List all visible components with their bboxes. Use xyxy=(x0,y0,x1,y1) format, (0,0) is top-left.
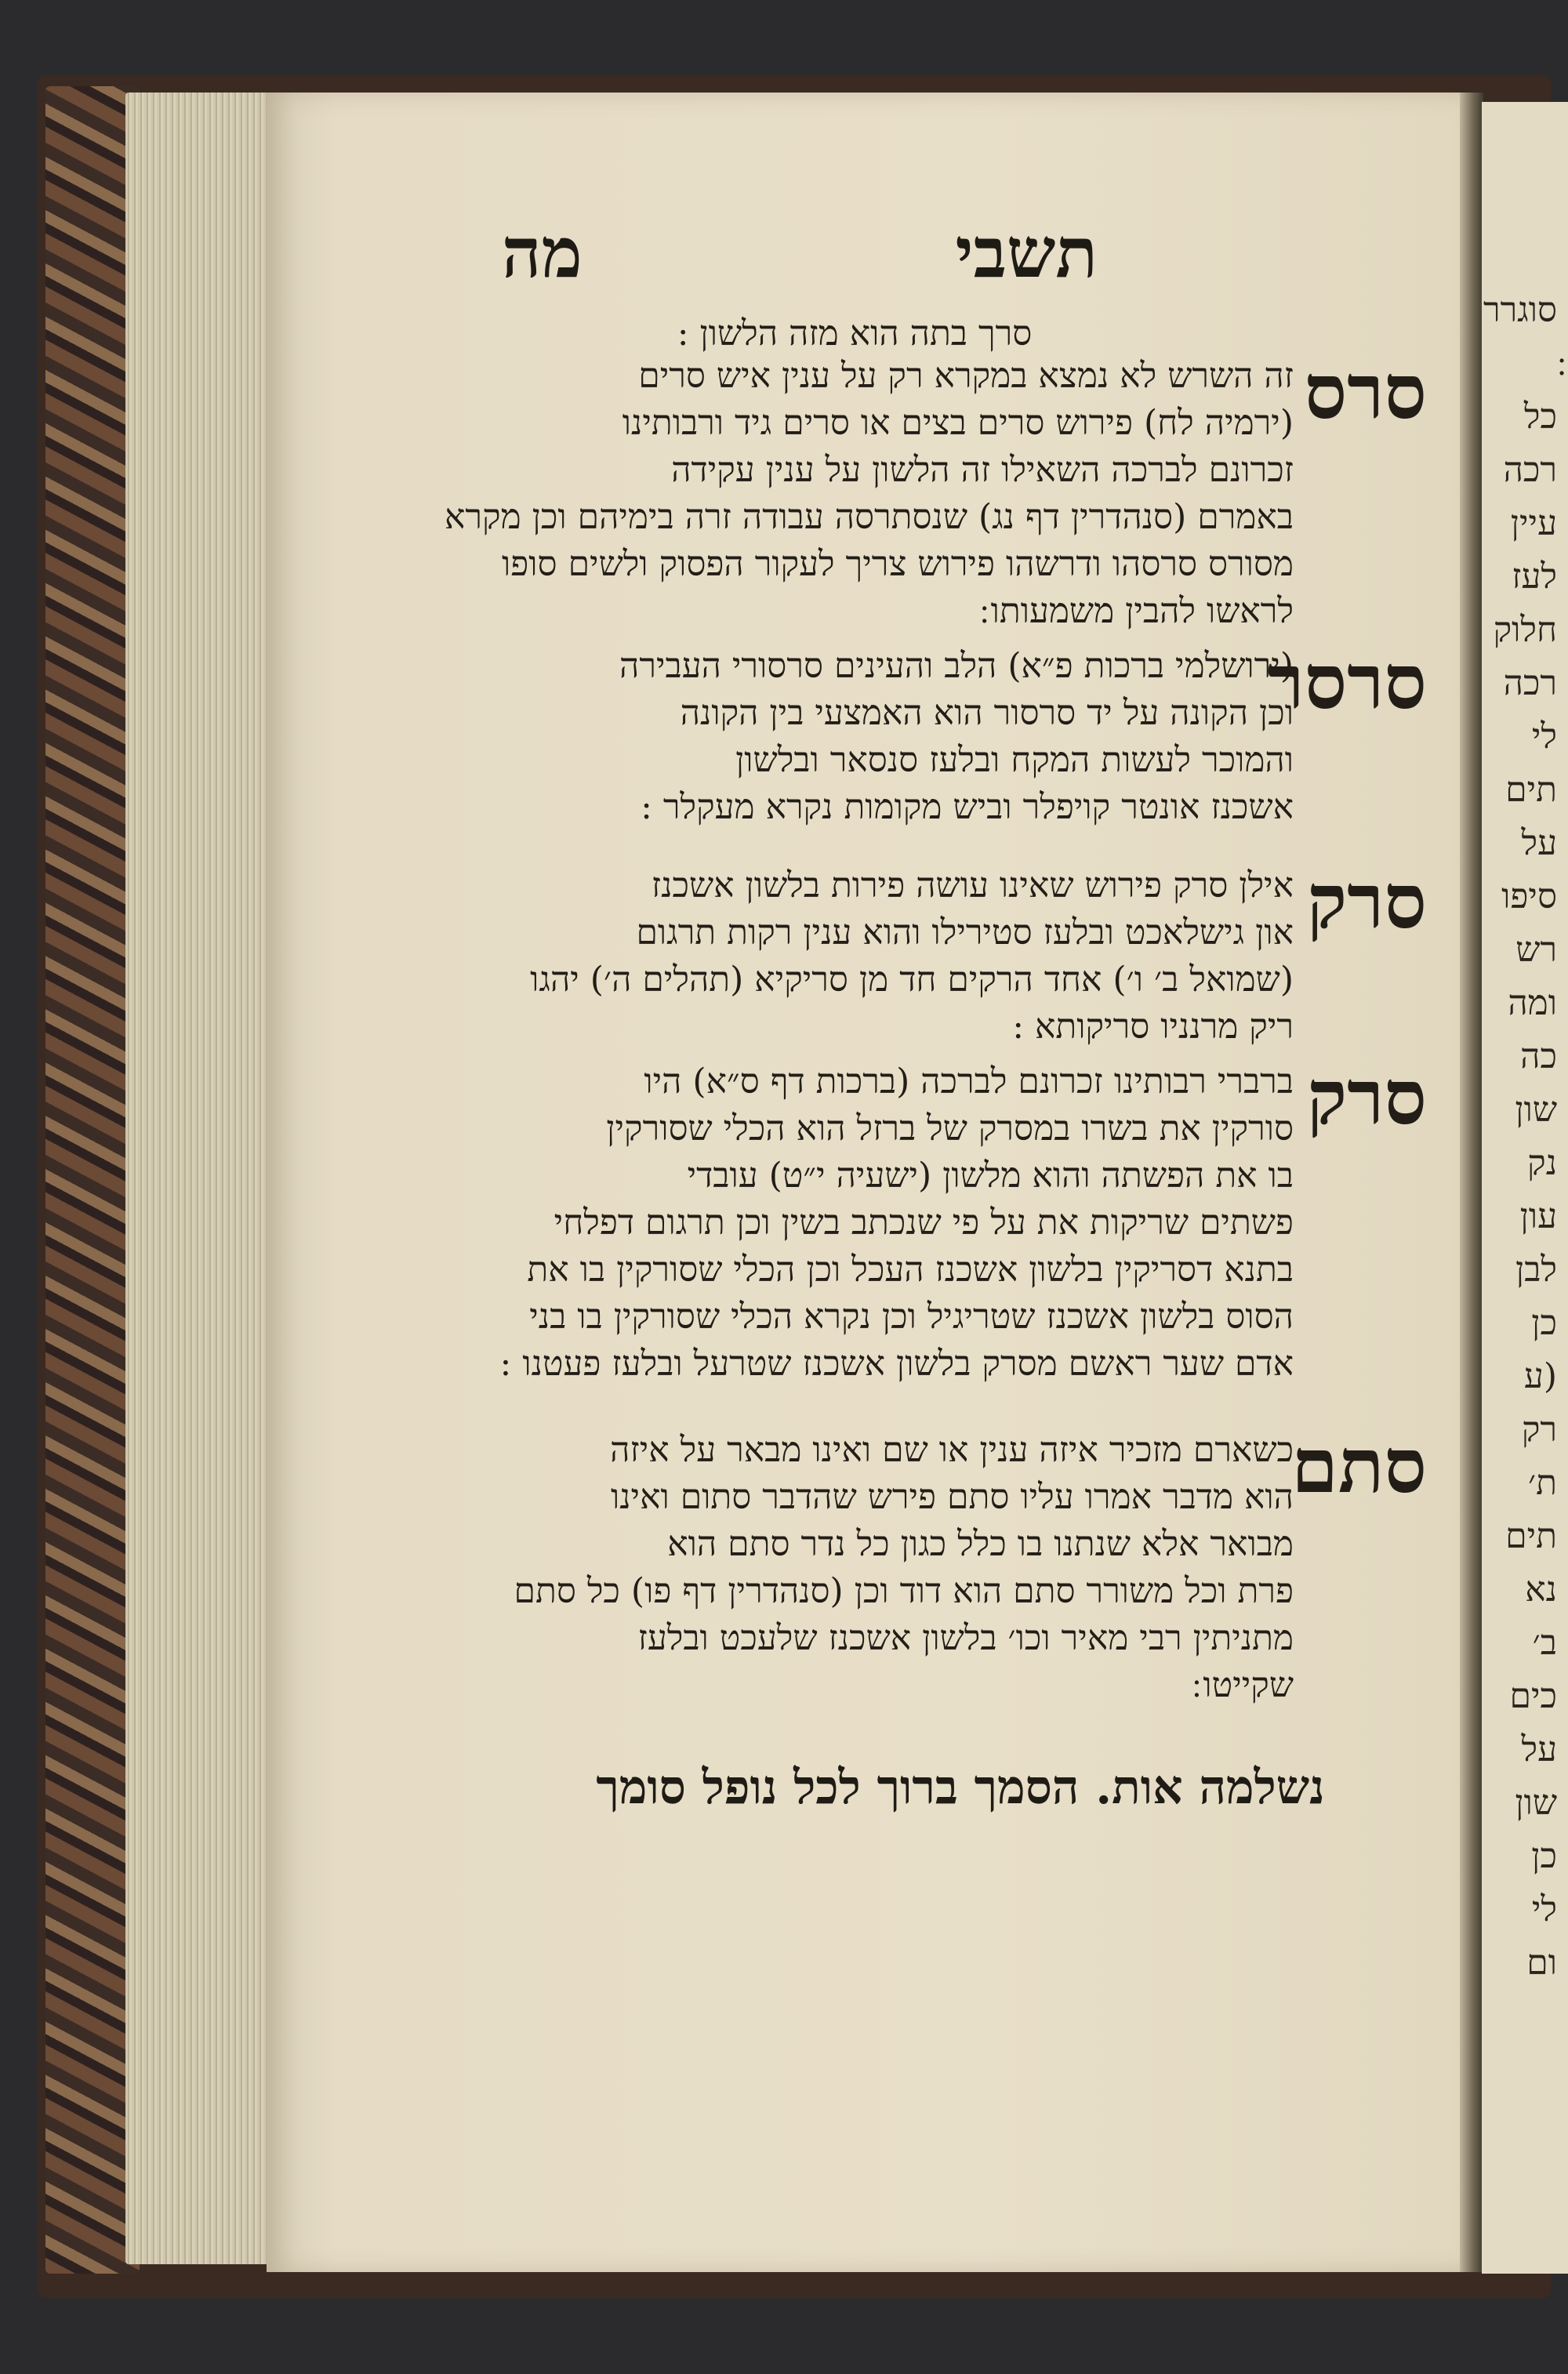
entry-body xyxy=(423,1058,1294,1388)
entry-line: (שמואל ב׳ ו׳) אחד הרקים חד מן סריקיא (תהלים ה׳) יהגו xyxy=(530,960,1294,1000)
entry-line: שקייטו ׃ xyxy=(1192,1665,1294,1705)
entry-line: מסורס סרסהו ודרשהו פירוש צריך לעקור הפסוק ולשים סופו xyxy=(501,544,1294,584)
entry-line: בתנא דסריקין בלשון אשכנז העכל וכן הכלי שסורקין בו את xyxy=(527,1250,1294,1290)
page-edges xyxy=(125,93,274,2264)
right-page-text-fragment: לי xyxy=(1531,717,1557,757)
dictionary-entry xyxy=(423,1421,1427,1709)
entry-line: כשארם מזכיר איזה ענין או שם ואינו מבאר על איזה xyxy=(610,1430,1294,1470)
entry-line: מתניתין רבי מאיר וכו׳ בלשון אשכנז שלעכט ובלעז xyxy=(637,1618,1294,1658)
right-page-text-fragment: כל xyxy=(1523,397,1557,437)
entry-line: זה השרש לא נמצא במקרא רק על ענין איש סרים xyxy=(638,356,1294,396)
entry-line: פשתים שריקות את על פי שנכתב בשין וכן תרגום דפלחי xyxy=(554,1203,1294,1243)
right-page-text-fragment: כן xyxy=(1531,1303,1557,1343)
entry-line: מבואר אלא שנתנו בו כלל כגון כל נדר סתם הוא xyxy=(667,1524,1294,1564)
entry-line: (ירושלמי ברכות פ״א) הלב והעינים סרסורי העבירה xyxy=(619,646,1294,686)
right-page-text-fragment: סיפו xyxy=(1501,877,1557,917)
right-page-text-fragment: לבן xyxy=(1515,1250,1557,1290)
right-page-text-fragment: שון xyxy=(1515,1090,1557,1130)
right-page-text-fragment: שון xyxy=(1515,1783,1557,1823)
entry-line: אדם שער ראשם מסרק בלשון אשכנז שטרעל ובלעז פעטנו : xyxy=(499,1344,1294,1384)
right-page-text-fragment: לעז xyxy=(1512,557,1557,597)
right-page-text-fragment: רכה xyxy=(1503,450,1557,490)
right-page-text-fragment: עון xyxy=(1519,1196,1557,1236)
right-page-text-fragment: תים xyxy=(1505,1516,1557,1556)
dictionary-entry xyxy=(423,857,1427,1051)
right-page-text-fragment: סוגרר xyxy=(1483,290,1557,330)
gutter xyxy=(1460,93,1483,2272)
right-page-text-fragment: רש xyxy=(1515,930,1557,970)
right-page-text-fragment: כים xyxy=(1509,1676,1557,1716)
entry-line: אשכנז אונטר קויפלר וביש מקומות נקרא מעקלר : xyxy=(641,787,1294,827)
right-page-text-fragment: נא xyxy=(1525,1570,1557,1610)
right-page-text-fragment: על xyxy=(1521,1730,1557,1770)
right-page-text-fragment: רכה xyxy=(1503,663,1557,703)
dictionary-entry xyxy=(423,637,1427,831)
entry-line: און גישלאכט ובלעז סטירילו והוא ענין רקות תרגום xyxy=(636,913,1294,953)
right-page-text-fragment: (ע xyxy=(1523,1356,1557,1396)
entry-headword: סרסר xyxy=(1267,637,1427,726)
closing-line: נשלמה אות. הסמך ברוך לכל נופל סומך xyxy=(596,1760,1325,1815)
entry-line: והמוכר לעשות המקח ובלעז סנסאר ובלשון xyxy=(735,740,1294,780)
entry-line: סורקין את בשרו במסרק של ברזל הוא הכלי שסורקין xyxy=(606,1109,1294,1149)
right-page-text-fragment: עיין xyxy=(1510,503,1557,543)
page-number: מה xyxy=(502,212,583,293)
right-page-text-fragment: כן xyxy=(1531,1836,1557,1876)
running-title: תשבי xyxy=(955,212,1098,293)
right-page-text-fragment: כה xyxy=(1520,1036,1557,1076)
entry-body xyxy=(423,643,1294,831)
right-page-text-fragment: נק xyxy=(1527,1143,1557,1183)
right-page-text-fragment: ב׳ xyxy=(1532,1623,1557,1663)
right-page-text-fragment: לי xyxy=(1531,1889,1557,1929)
entry-line: זכרונם לברכה השאילו זה הלשון על ענין עקידה xyxy=(671,450,1294,490)
right-page-text-fragment: תים xyxy=(1505,770,1557,810)
intro-line: סרך בתה הוא מזה הלשון : xyxy=(677,314,1033,354)
right-page-text-fragment: ומה xyxy=(1508,983,1557,1023)
entry-line: הסוס בלשון אשכנז שטריגיל וכן נקרא הכלי שסורקין בו בני xyxy=(529,1297,1294,1337)
dictionary-entry xyxy=(423,347,1427,635)
entry-line: הוא מדבר אמרו עליו סתם פירש שהדבר סתום ואינו xyxy=(610,1477,1294,1517)
entry-headword: סרס xyxy=(1304,347,1427,436)
entry-line: באמרם (סנהדרין דף נג) שנסתרסה עבודה זרה בימיהם וכן מקרא xyxy=(445,497,1294,537)
entry-line: פרת וכל משורר סתם הוא דוד וכן (סנהדרין דף פו) כל סתם xyxy=(514,1571,1294,1611)
entry-line: לראשו להבין משמעותו ׃ xyxy=(979,591,1294,631)
entry-body xyxy=(423,353,1294,635)
entry-headword: סרק xyxy=(1306,1053,1427,1142)
dictionary-entry xyxy=(423,1053,1427,1388)
entry-body xyxy=(423,1427,1294,1709)
entry-line: ריק מרנניו סריקותא : xyxy=(1012,1007,1294,1047)
right-page-text-fragment: ת׳ xyxy=(1528,1463,1557,1503)
right-page-fragment xyxy=(1482,102,1568,2274)
entry-headword: סרק xyxy=(1306,857,1427,946)
right-page-text-fragment: חלוק xyxy=(1493,610,1557,650)
entry-headword: סתם xyxy=(1290,1421,1427,1510)
right-page-text-fragment: ום xyxy=(1526,1943,1557,1983)
entry-line: וכן הקונה על יד סרסור הוא האמצעי בין הקונה xyxy=(680,693,1294,733)
entry-line: בו את הפשתה והוא מלשון (ישעיה י״ט) עובדי xyxy=(687,1156,1294,1196)
right-page-text-fragment: על xyxy=(1521,823,1557,863)
running-header xyxy=(470,212,1098,298)
entry-line: ברברי רבותינו זכרונם לברכה (ברכות דף ס״א) היו xyxy=(644,1062,1294,1102)
entry-line: אילן סרק פירוש שאינו עושה פירות בלשון אשכנז xyxy=(651,866,1294,906)
entry-body xyxy=(423,862,1294,1051)
entry-line: (ירמיה לח) פירוש סרים בצים או סרים גיד ורבותינו xyxy=(622,403,1294,443)
right-page-text-fragment: רק xyxy=(1521,1410,1557,1450)
